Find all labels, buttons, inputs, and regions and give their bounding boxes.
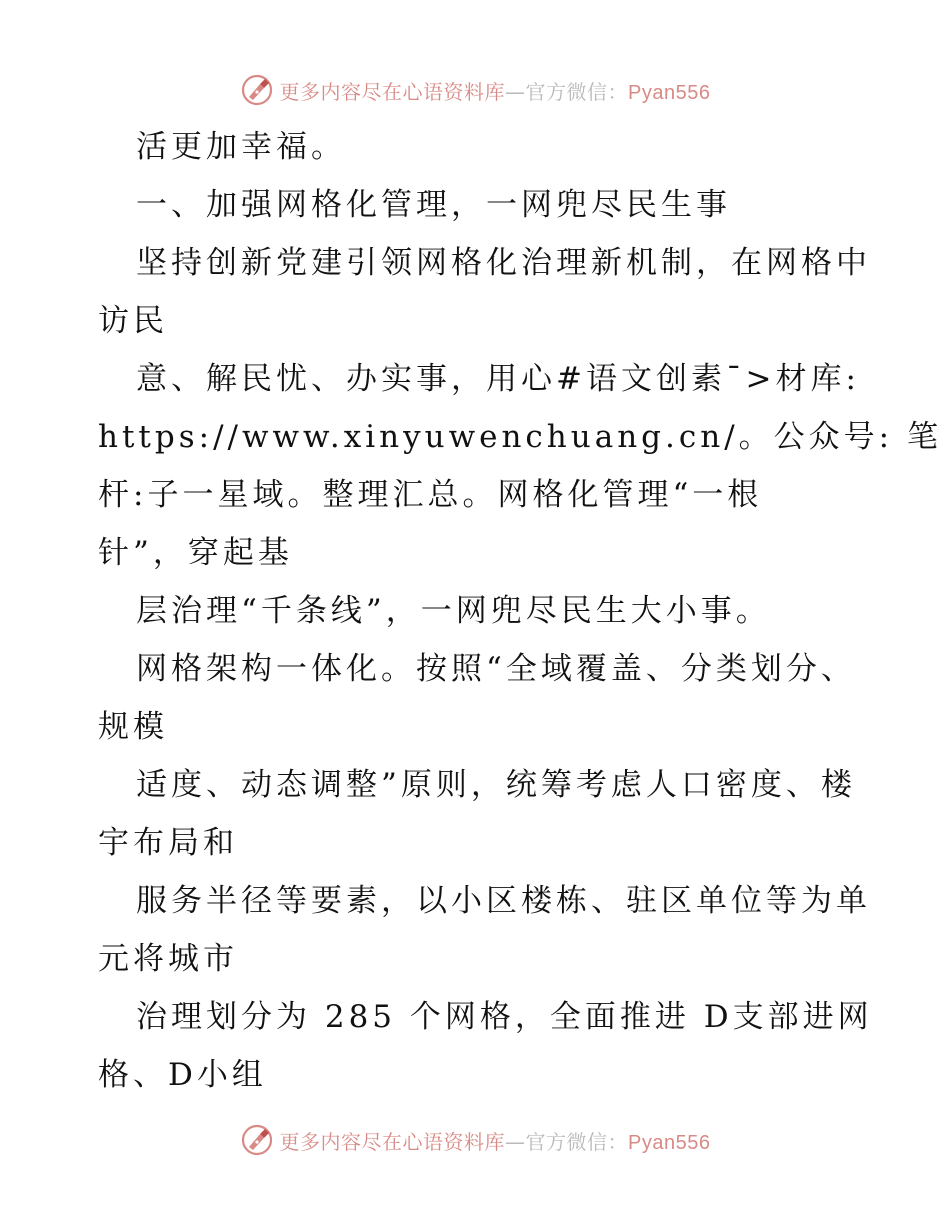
body-line: 坚持创新党建引领网格化治理新机制，在网格中 — [136, 245, 871, 281]
watermark-separator: ： — [607, 1129, 629, 1154]
watermark-main-text: 更多内容尽在心语资料库 — [279, 1129, 506, 1154]
watermark-label: 官方微信 — [525, 1129, 608, 1154]
body-line: 元将城市 — [98, 941, 238, 977]
body-line: 规模 — [98, 709, 168, 745]
body-line: 治理划分为 285 个网格，全面推进 D支部进网 — [136, 999, 873, 1035]
watermark-dash: — — [505, 1129, 526, 1154]
section-heading: 一、加强网格化管理，一网兜尽民生事 — [136, 187, 731, 223]
fountain-pen-logo-icon — [240, 73, 274, 107]
body-line: 访民 — [98, 303, 168, 339]
watermark-wechat-id: Pyan556 — [628, 1131, 711, 1154]
body-line: 网格架构一体化。按照“全域覆盖、分类划分、 — [136, 651, 856, 687]
watermark-main-text: 更多内容尽在心语资料库 — [279, 79, 506, 104]
body-line: 针”，穿起基 — [98, 535, 293, 571]
body-line: 宇布局和 — [98, 825, 238, 861]
body-line: 层治理“千条线”，一网兜尽民生大小事。 — [136, 593, 771, 629]
watermark-wechat-id: Pyan556 — [628, 81, 711, 104]
body-line: 适度、动态调整”原则，统筹考虑人口密度、楼 — [136, 767, 856, 803]
body-line: 格、D小组 — [98, 1057, 267, 1093]
footer-watermark — [0, 1120, 950, 1160]
fountain-pen-logo-icon — [240, 1123, 274, 1157]
body-line: 活更加幸福。 — [136, 129, 346, 165]
watermark-dash: — — [505, 79, 526, 104]
watermark-label: 官方微信 — [525, 79, 608, 104]
header-watermark — [0, 70, 950, 110]
body-line: 服务半径等要素，以小区楼栋、驻区单位等为单 — [136, 883, 871, 919]
body-line: 杆:子一星域。整理汇总。网格化管理“一根 — [98, 477, 763, 513]
watermark-separator: ： — [607, 79, 629, 104]
body-line: https://www.xinyuwenchuang.cn/。公众号: 笔 — [98, 419, 942, 455]
body-line: 意、解民忧、办实事，用心#语文创素¯>材库: — [136, 361, 860, 397]
